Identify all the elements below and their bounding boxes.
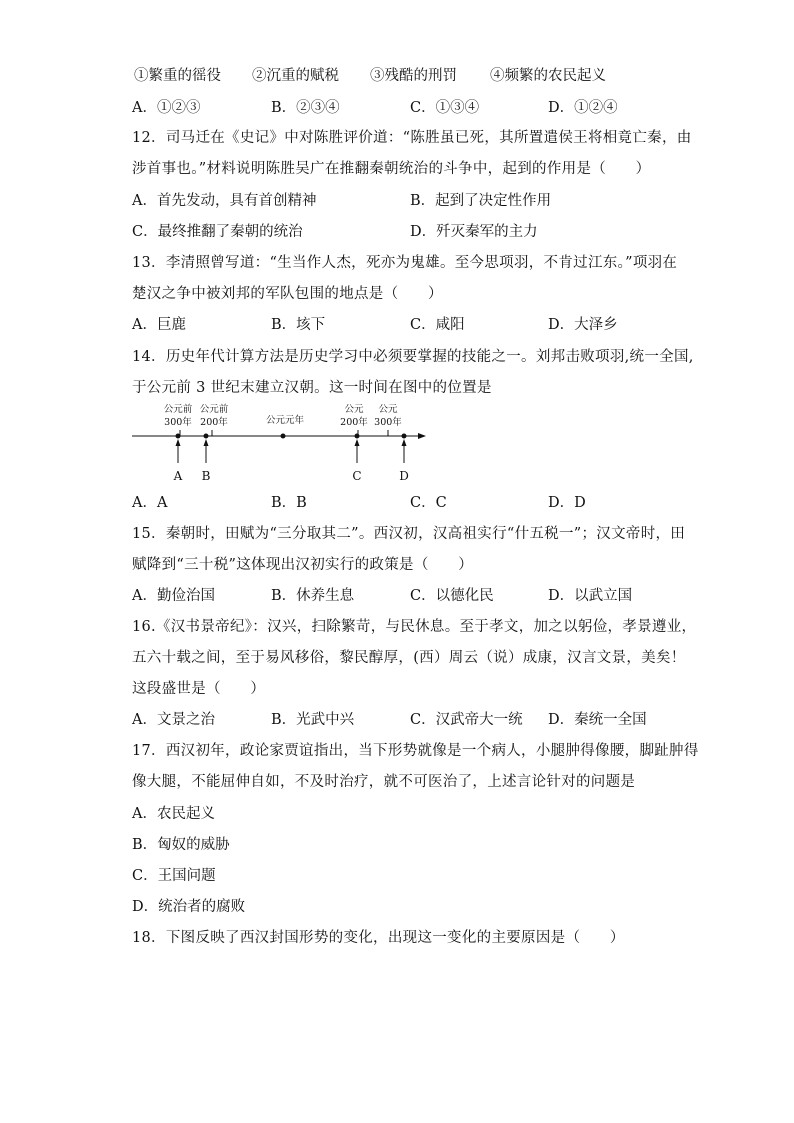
q15-option-a: A．勤俭治国 xyxy=(132,588,215,604)
q11-item-4: ④频繁的农民起义 xyxy=(490,68,606,84)
timeline-label-1-top: 公元前 xyxy=(163,404,193,415)
q12-stem-line1: 12．司马迁在《史记》中对陈胜评价道：“陈胜虽已死，其所置遣侯王将相竟亡秦，由 xyxy=(132,130,692,146)
q11-item-2: ②沉重的赋税 xyxy=(252,68,339,84)
timeline-arrow-a xyxy=(176,439,181,463)
timeline-point-a xyxy=(176,434,181,439)
q14-option-b: B．B xyxy=(271,495,307,511)
timeline-arrow-d xyxy=(402,439,407,463)
timeline-arrow-c xyxy=(355,439,360,463)
q11-option-c: C．①③④ xyxy=(410,100,480,116)
q16-stem-line3: 这段盛世是（ ） xyxy=(132,681,266,697)
q17-stem-line1: 17．西汉初年，政论家贾谊指出，当下形势就像是一个病人，小腿肿得像腰，脚趾肿得 xyxy=(132,743,699,759)
q17-stem-line2: 像大腿，不能屈伸自如，不及时治疗，就不可医治了，上述言论针对的问题是 xyxy=(132,774,636,790)
q16-option-d: D．秦统一全国 xyxy=(548,712,647,728)
q11-option-d: D．①②④ xyxy=(548,100,618,116)
q17-option-d: D．统治者的腐败 xyxy=(132,899,246,915)
q12-option-c: C．最终推翻了秦朝的统治 xyxy=(132,224,303,240)
q12-stem-line2: 涉首事也。”材料说明陈胜吴广在推翻秦朝统治的斗争中，起到的作用是（ ） xyxy=(132,161,651,177)
q16-stem-line2: 五六十载之间，至于易风移俗，黎民醇厚，(西）周云（说）成康，汉言文景，美矣！ xyxy=(132,650,686,666)
q16-stem-line1: 16.《汉书景帝纪》：汉兴，扫除繁苛，与民休息。至于孝文，加之以躬俭，孝景遵业， xyxy=(132,619,697,635)
timeline-label-1-bottom: 300年 xyxy=(164,417,192,428)
timeline-diagram xyxy=(130,402,430,488)
q15-stem-line1: 15．秦朝时，田赋为“三分取其二”。西汉初，汉高祖实行“什五税一”；汉文帝时，田 xyxy=(132,526,686,542)
q11-option-a: A．①②③ xyxy=(132,100,201,116)
q13-stem-line2: 楚汉之争中被刘邦的军队包围的地点是（ ） xyxy=(132,286,443,302)
timeline-arrow-b xyxy=(204,439,209,463)
timeline-letter-a: A xyxy=(173,469,183,483)
q13-option-a: A．巨鹿 xyxy=(132,317,186,333)
timeline-arrowhead xyxy=(418,433,426,439)
timeline-label-3: 公元元年 xyxy=(265,415,305,426)
timeline-letter-c: C xyxy=(352,469,362,483)
q17-option-a: A．农民起义 xyxy=(132,806,215,822)
timeline-point-c xyxy=(355,434,360,439)
q12-option-a: A．首先发动，具有首创精神 xyxy=(132,193,317,209)
q16-option-c: C．汉武帝大一统 xyxy=(410,712,523,728)
q11-option-b: B．②③④ xyxy=(271,100,340,116)
q15-option-c: C．以德化民 xyxy=(410,588,494,604)
q11-item-1: ①繁重的徭役 xyxy=(134,68,221,84)
timeline-label-5-bottom: 300年 xyxy=(374,417,402,428)
timeline-point-origin xyxy=(281,434,286,439)
q16-option-b: B．光武中兴 xyxy=(271,712,355,728)
q18-stem-line1: 18．下图反映了西汉封国形势的变化，出现这一变化的主要原因是（ ） xyxy=(132,930,625,946)
q13-option-c: C．咸阳 xyxy=(410,317,465,333)
q13-option-d: D．大泽乡 xyxy=(548,317,618,333)
timeline-label-2-bottom: 200年 xyxy=(200,417,228,428)
q13-option-b: B．垓下 xyxy=(271,317,326,333)
q12-option-b: B．起到了决定性作用 xyxy=(410,193,552,209)
q13-stem-line1: 13．李清照曾写道：“生当作人杰，死亦为鬼雄。至今思项羽，不肯过江东。”项羽在 xyxy=(132,255,678,271)
timeline-letter-d: D xyxy=(399,469,409,483)
q17-option-c: C．王国问题 xyxy=(132,868,216,884)
timeline-label-4-bottom: 200年 xyxy=(340,417,368,428)
timeline-label-4-top: 公元 xyxy=(344,404,364,415)
q14-option-a: A．A xyxy=(132,495,168,511)
q14-stem-line1: 14．历史年代计算方法是历史学习中必须要掌握的技能之一。刘邦击败项羽,统一全国, xyxy=(132,349,694,365)
q15-option-b: B．休养生息 xyxy=(271,588,355,604)
timeline-point-b xyxy=(204,434,209,439)
timeline-point-d xyxy=(402,434,407,439)
q14-option-d: D．D xyxy=(548,495,586,511)
q17-option-b: B．匈奴的威胁 xyxy=(132,837,230,853)
timeline-label-5-top: 公元 xyxy=(378,404,398,415)
q14-option-c: C．C xyxy=(410,495,447,511)
timeline-letter-b: B xyxy=(201,469,211,483)
q12-option-d: D．歼灭秦军的主力 xyxy=(410,224,538,240)
q14-stem-line2: 于公元前 3 世纪末建立汉朝。这一时间在图中的位置是 xyxy=(132,380,492,396)
q16-option-a: A．文景之治 xyxy=(132,712,215,728)
q15-stem-line2: 赋降到“三十税”这体现出汉初实行的政策是（ ） xyxy=(132,557,474,573)
q15-option-d: D．以武立国 xyxy=(548,588,633,604)
q11-item-3: ③残酷的刑罚 xyxy=(370,68,457,84)
timeline-label-2-top: 公元前 xyxy=(199,404,229,415)
